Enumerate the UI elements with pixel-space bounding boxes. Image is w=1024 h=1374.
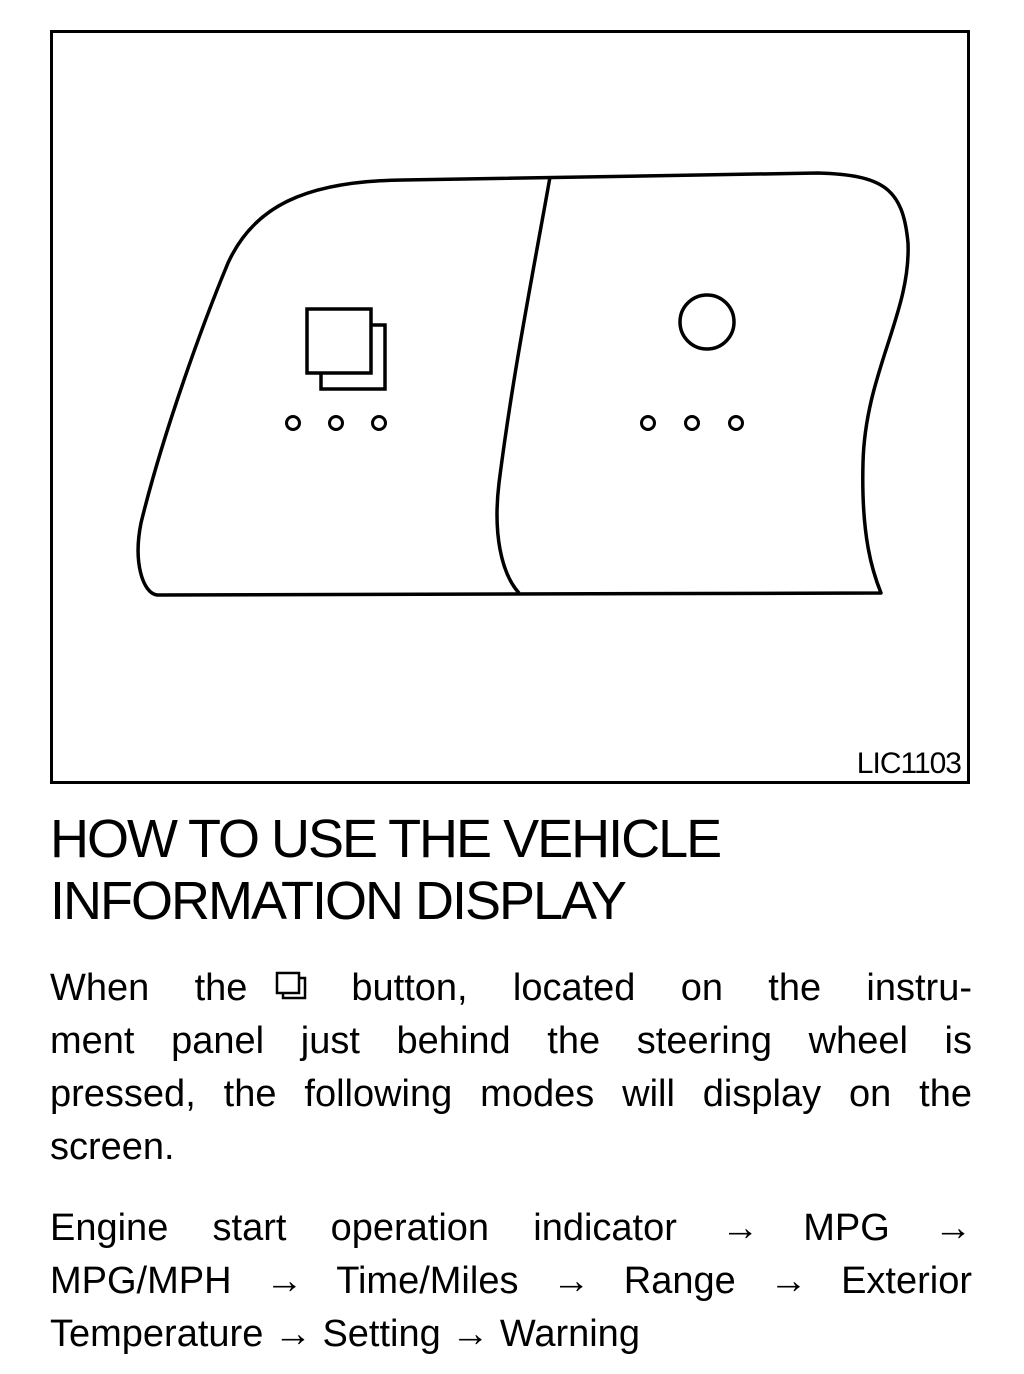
paragraph-line: pressed, the following modes will display on the <box>50 1073 972 1115</box>
indicator-dot <box>642 417 655 430</box>
circle-button-icon <box>680 295 734 349</box>
instrument-panel-illustration <box>53 33 967 781</box>
panel-outline <box>138 173 908 595</box>
paragraph-line: Temperature → Setting → Warning <box>50 1313 640 1355</box>
text-after-icon: button, located on the instru- <box>351 967 972 1009</box>
heading-line-1: HOW TO USE THE VEHICLE <box>50 809 721 869</box>
text-before-icon: When the <box>50 967 248 1009</box>
panel-divider <box>497 177 550 593</box>
intro-paragraph <box>50 962 972 1174</box>
indicator-dot <box>287 417 300 430</box>
indicator-dot <box>686 417 699 430</box>
display-button-inline-icon <box>271 970 317 1004</box>
figure-code: LIC1103 <box>856 747 961 780</box>
paragraph-line: screen. <box>50 1126 175 1168</box>
paragraph-line <box>50 962 972 1015</box>
right-indicator-dots <box>642 417 743 430</box>
modes-paragraph <box>50 1202 972 1361</box>
section-heading <box>50 808 980 932</box>
paragraph-line: Engine start operation indicator → MPG → <box>50 1207 972 1249</box>
indicator-dot <box>730 417 743 430</box>
display-mode-icon <box>307 309 385 389</box>
indicator-dot <box>330 417 343 430</box>
paragraph-line: MPG/MPH → Time/Miles → Range → Exterior <box>50 1260 972 1302</box>
left-indicator-dots <box>287 417 386 430</box>
indicator-dot <box>373 417 386 430</box>
figure-illustration <box>50 30 970 784</box>
paragraph-line: ment panel just behind the steering wheel is <box>50 1020 972 1062</box>
heading-line-2: INFORMATION DISPLAY <box>50 871 626 931</box>
